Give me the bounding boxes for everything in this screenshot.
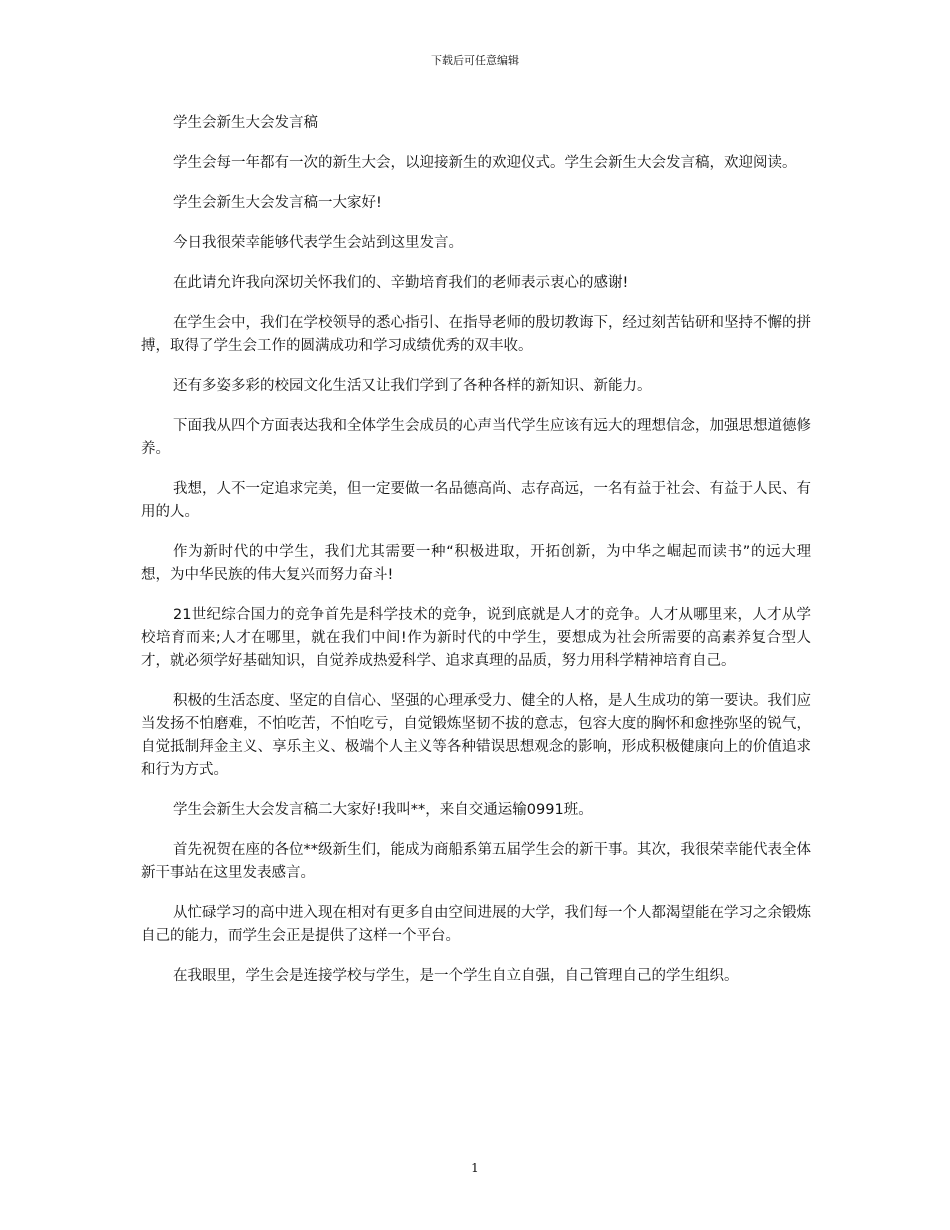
paragraph: 积极的生活态度、坚定的自信心、坚强的心理承受力、健全的人格，是人生成功的第一要诀。我们应当发扬不怕磨难，不怕吃苦，不怕吃亏，自觉锻炼坚韧不拔的意志，包容大度的胸怀和愈挫弥坚的锐气，自觉抵制拜金主义、享乐主义、极端个人主义等各种错误思想观念的影响，形成积极健康向上的价值追求和行为方式。 (141, 693, 811, 778)
paragraph: 21世纪综合国力的竞争首先是科学技术的竞争，说到底就是人才的竞争。人才从哪里来，人才从学校培育而来;人才在哪里，就在我们中间!作为新时代的中学生，要想成为社会所需要的高素养复合型人才，就必须学好基础知识，自觉养成热爱科学、追求真理的品质，努力用科学精神培育自己。 (141, 607, 811, 669)
page-header: 下载后可任意编辑 (431, 54, 519, 67)
paragraph: 在我眼里，学生会是连接学校与学生，是一个学生自立自强，自己管理自己的学生组织。 (173, 968, 739, 984)
paragraph: 作为新时代的中学生，我们尤其需要一种“积极进取，开拓创新，为中华之崛起而读书”的远大理想，为中华民族的伟大复兴而努力奋斗! (141, 544, 811, 583)
page-number: 1 (471, 1161, 479, 1175)
paragraph: 在此请允许我向深切关怀我们的、辛勤培育我们的老师表示衷心的感谢! (173, 275, 629, 291)
paragraph: 在学生会中，我们在学校领导的悉心指引、在指导老师的殷切教诲下，经过刻苦钻研和坚持不懈的拼搏，取得了学生会工作的圆满成功和学习成绩优秀的双丰收。 (141, 315, 811, 354)
document-body (141, 112, 811, 1005)
speech-two-heading: 学生会新生大会发言稿二大家好!我叫**，来自交通运输0991班。 (173, 802, 593, 818)
document-title: 学生会新生大会发言稿 (173, 115, 318, 131)
paragraph: 我想，人不一定追求完美，但一定要做一名品德高尚、志存高远，一名有益于社会、有益于人民、有用的人。 (141, 481, 811, 520)
paragraph: 还有多姿多彩的校园文化生活又让我们学到了各种各样的新知识、新能力。 (173, 378, 652, 394)
paragraph: 从忙碌学习的高中进入现在相对有更多自由空间进展的大学，我们每一个人都渴望能在学习之余锻炼自己的能力，而学生会正是提供了这样一个平台。 (141, 905, 811, 944)
speech-one-heading: 学生会新生大会发言稿一大家好! (173, 195, 382, 211)
paragraph: 学生会每一年都有一次的新生大会，以迎接新生的欢迎仪式。学生会新生大会发言稿，欢迎阅读。 (173, 155, 797, 171)
paragraph: 下面我从四个方面表达我和全体学生会成员的心声当代学生应该有远大的理想信念，加强思想道德修养。 (141, 418, 811, 457)
paragraph: 首先祝贺在座的各位**级新生们，能成为商船系第五届学生会的新干事。其次，我很荣幸能代表全体新干事站在这里发表感言。 (141, 842, 811, 881)
paragraph: 今日我很荣幸能够代表学生会站到这里发言。 (173, 235, 463, 251)
